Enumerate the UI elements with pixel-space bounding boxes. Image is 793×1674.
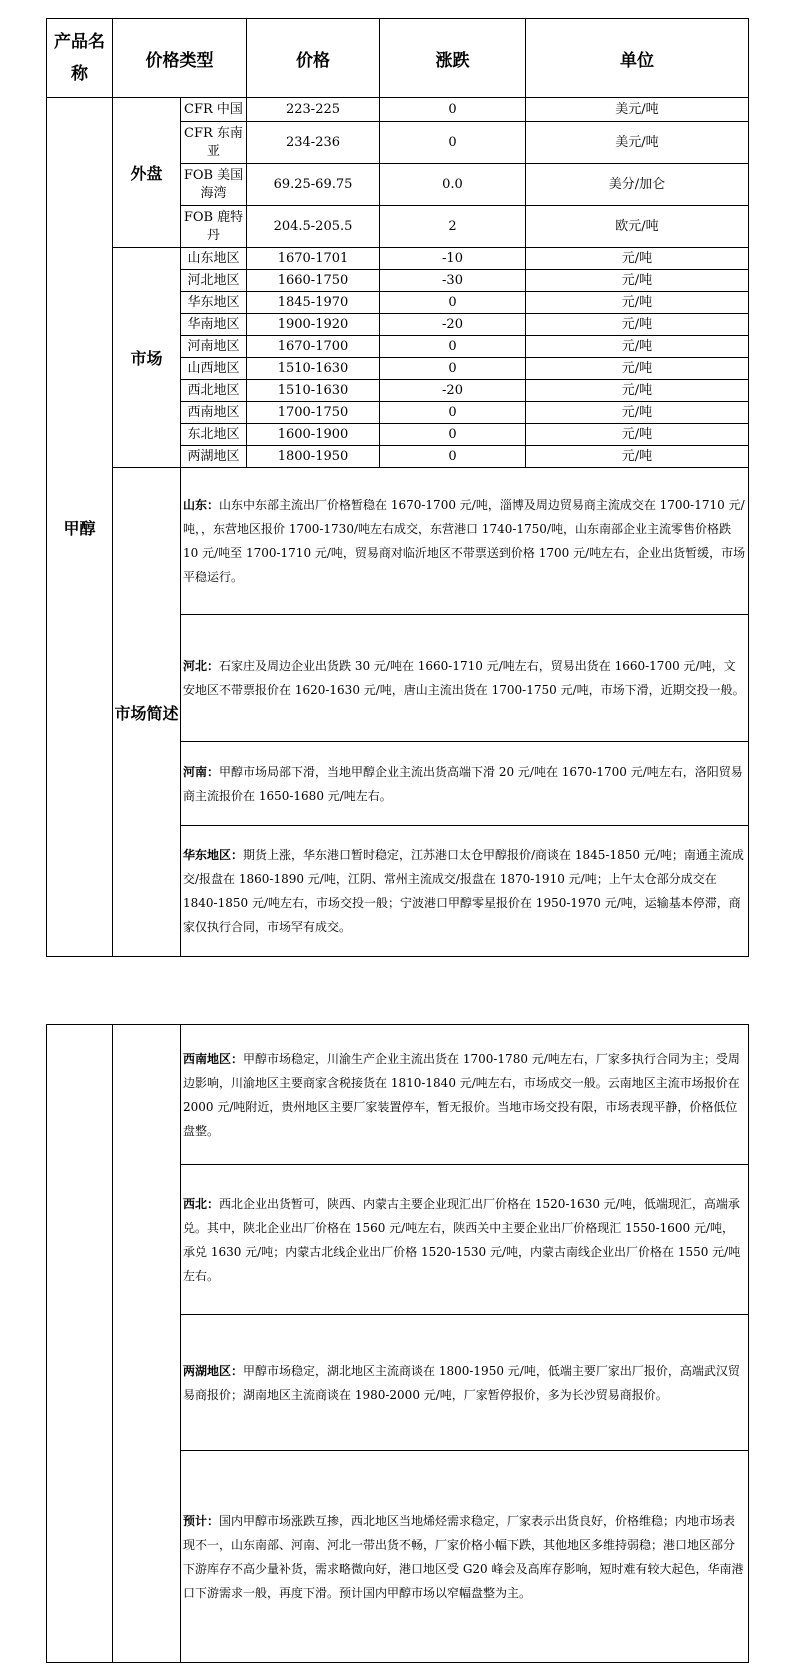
summary-region: 河南：	[183, 764, 220, 779]
table-row	[47, 248, 749, 270]
summary-body: 甲醇市场稳定，川渝生产企业主流出货在 1700-1780 元/吨左右，厂家多执行合同为主；受周边影响，川渝地区主要商家含税接货在 1810-1840 元/吨左右，市场成交一般。云南地区主流市场报价在 2000 元/吨附近，贵州地区主要厂家装置停车，暂无报价。当地市场交投有限，市场表现平静，价格低位盘整。	[183, 1051, 740, 1138]
row-price: 234-236	[247, 122, 380, 164]
row-price: 69.25-69.75	[247, 164, 380, 206]
summary-row	[47, 1025, 749, 1165]
summary-body: 甲醇市场局部下滑，当地甲醇企业主流出货高端下滑 20 元/吨在 1670-1700 元/吨左右，洛阳贸易商主流报价在 1650-1680 元/吨左右。	[183, 764, 743, 803]
blank-type-cell	[113, 1025, 181, 1663]
row-price: 1845-1970	[247, 292, 380, 314]
product-name: 甲醇	[47, 98, 113, 957]
row-unit: 欧元/吨	[526, 206, 749, 248]
summary-text	[181, 1315, 749, 1451]
row-name: 两湖地区	[181, 446, 247, 468]
row-name: FOB 鹿特丹	[181, 206, 247, 248]
row-change: 0	[380, 358, 526, 380]
row-price: 1670-1700	[247, 336, 380, 358]
market-label: 市场	[113, 248, 181, 468]
header-price-type: 价格类型	[113, 19, 247, 98]
row-unit: 元/吨	[526, 292, 749, 314]
summary-text	[181, 1025, 749, 1165]
row-name: CFR 东南亚	[181, 122, 247, 164]
row-price: 1510-1630	[247, 380, 380, 402]
header-row	[47, 19, 749, 98]
row-price: 1600-1900	[247, 424, 380, 446]
row-price: 223-225	[247, 98, 380, 122]
row-unit: 元/吨	[526, 380, 749, 402]
row-unit: 美元/吨	[526, 98, 749, 122]
row-unit: 元/吨	[526, 248, 749, 270]
row-change: 0	[380, 402, 526, 424]
row-unit: 元/吨	[526, 314, 749, 336]
summary-body: 甲醇市场稳定，湖北地区主流商谈在 1800-1950 元/吨，低端主要厂家出厂报价，高端武汉贸易商报价；湖南地区主流商谈在 1980-2000 元/吨，厂家暂停报价，多为长沙贸易商报价。	[183, 1363, 740, 1402]
row-change: -30	[380, 270, 526, 292]
summary-body: 山东中东部主流出厂价格暂稳在 1670-1700 元/吨，淄博及周边贸易商主流成交在 1700-1710 元/吨，，东营地区报价 1700-1730/吨左右成交，东营港口 1740-1750/吨，山东南部企业主流零售价格跌 10 元/吨至 1700-1710 元/吨，贸易商对临沂地区不带票送到价格 1700 元/吨左右，企业出货暂缓，市场平稳运行。	[183, 498, 746, 584]
row-name: 河北地区	[181, 270, 247, 292]
summary-text	[181, 1165, 749, 1315]
row-price: 1700-1750	[247, 402, 380, 424]
row-change: 0	[380, 122, 526, 164]
summary-text	[181, 468, 749, 615]
summary-text	[181, 826, 749, 957]
summary-row	[47, 468, 749, 615]
summary-body: 西北企业出货暂可，陕西、内蒙古主要企业现汇出厂价格在 1520-1630 元/吨，低端现汇，高端承兑。其中，陕北企业出厂价格在 1560 元/吨左右，陕西关中主要企业出厂价格现汇 1550-1600 元/吨，承兑 1630 元/吨；内蒙古北线企业出厂价格 1520-1530 元/吨，内蒙古南线企业出厂价格在 1550 元/吨左右。	[183, 1196, 741, 1283]
table-row	[47, 98, 749, 122]
header-price: 价格	[247, 19, 380, 98]
row-name: 河南地区	[181, 336, 247, 358]
row-name: 华南地区	[181, 314, 247, 336]
row-unit: 元/吨	[526, 358, 749, 380]
row-change: 0	[380, 446, 526, 468]
row-price: 204.5-205.5	[247, 206, 380, 248]
row-change: 0	[380, 98, 526, 122]
row-name: 山西地区	[181, 358, 247, 380]
foreign-label: 外盘	[113, 98, 181, 248]
row-unit: 元/吨	[526, 270, 749, 292]
header-unit: 单位	[526, 19, 749, 98]
row-unit: 元/吨	[526, 424, 749, 446]
blank-product-cell	[47, 1025, 113, 1663]
summary-text	[181, 742, 749, 826]
row-change: 0	[380, 424, 526, 446]
row-name: 山东地区	[181, 248, 247, 270]
row-unit: 元/吨	[526, 446, 749, 468]
summary-region: 河北：	[183, 659, 220, 673]
row-name: 东北地区	[181, 424, 247, 446]
row-change: 0.0	[380, 164, 526, 206]
summary-body: 期货上涨，华东港口暂时稳定，江苏港口太仓甲醇报价/商谈在 1845-1850 元/吨；南通主流成交/报盘在 1860-1890 元/吨，江阴、常州主流成交/报盘在 1870-1910 元/吨；上午太仓部分成交在 1840-1850 元/吨左右，市场交投一般；宁波港口甲醇零星报价在 1950-1970 元/吨，运输基本停滞，商家仅执行合同，市场罕有成交。	[183, 848, 744, 934]
summary-region: 华东地区：	[183, 848, 244, 862]
summary-region: 西南地区：	[183, 1051, 244, 1066]
summary-text	[181, 1451, 749, 1663]
row-price: 1900-1920	[247, 314, 380, 336]
row-change: 0	[380, 292, 526, 314]
summary-body: 石家庄及周边企业出货跌 30 元/吨在 1660-1710 元/吨左右，贸易出货在 1660-1700 元/吨，文安地区不带票报价在 1620-1630 元/吨，唐山主流出货在 1700-1750 元/吨，市场下滑，近期交投一般。	[183, 659, 745, 697]
summary-region: 山东：	[183, 498, 220, 512]
row-name: 西南地区	[181, 402, 247, 424]
summary-region: 预计：	[183, 1513, 220, 1528]
row-change: -10	[380, 248, 526, 270]
summary-region: 两湖地区：	[183, 1363, 244, 1378]
row-unit: 美分/加仑	[526, 164, 749, 206]
header-product: 产品名称	[47, 19, 113, 98]
row-change: -20	[380, 380, 526, 402]
summary-table-continued	[46, 1024, 749, 1663]
summary-text	[181, 615, 749, 742]
row-unit: 元/吨	[526, 336, 749, 358]
row-price: 1670-1701	[247, 248, 380, 270]
row-name: 华东地区	[181, 292, 247, 314]
row-name: 西北地区	[181, 380, 247, 402]
row-price: 1510-1630	[247, 358, 380, 380]
row-name: FOB 美国海湾	[181, 164, 247, 206]
summary-region: 西北：	[183, 1196, 220, 1211]
row-price: 1800-1950	[247, 446, 380, 468]
row-unit: 美元/吨	[526, 122, 749, 164]
row-unit: 元/吨	[526, 402, 749, 424]
row-change: 2	[380, 206, 526, 248]
price-table	[46, 18, 749, 957]
row-price: 1660-1750	[247, 270, 380, 292]
header-change: 涨跌	[380, 19, 526, 98]
summary-label: 市场简述	[113, 468, 181, 957]
row-change: 0	[380, 336, 526, 358]
row-change: -20	[380, 314, 526, 336]
row-name: CFR 中国	[181, 98, 247, 122]
summary-body: 国内甲醇市场涨跌互掺，西北地区当地烯烃需求稳定，厂家表示出货良好，价格维稳；内地市场表现不一，山东南部、河南、河北一带出货不畅，厂家价格小幅下跌，其他地区多维持弱稳；港口地区部分下游库存不高少量补货，需求略微向好，港口地区受 G20 峰会及高库存影响，短时难有较大起色，华南港口下游需求一般，再度下滑。预计国内甲醇市场以窄幅盘整为主。	[183, 1513, 744, 1600]
